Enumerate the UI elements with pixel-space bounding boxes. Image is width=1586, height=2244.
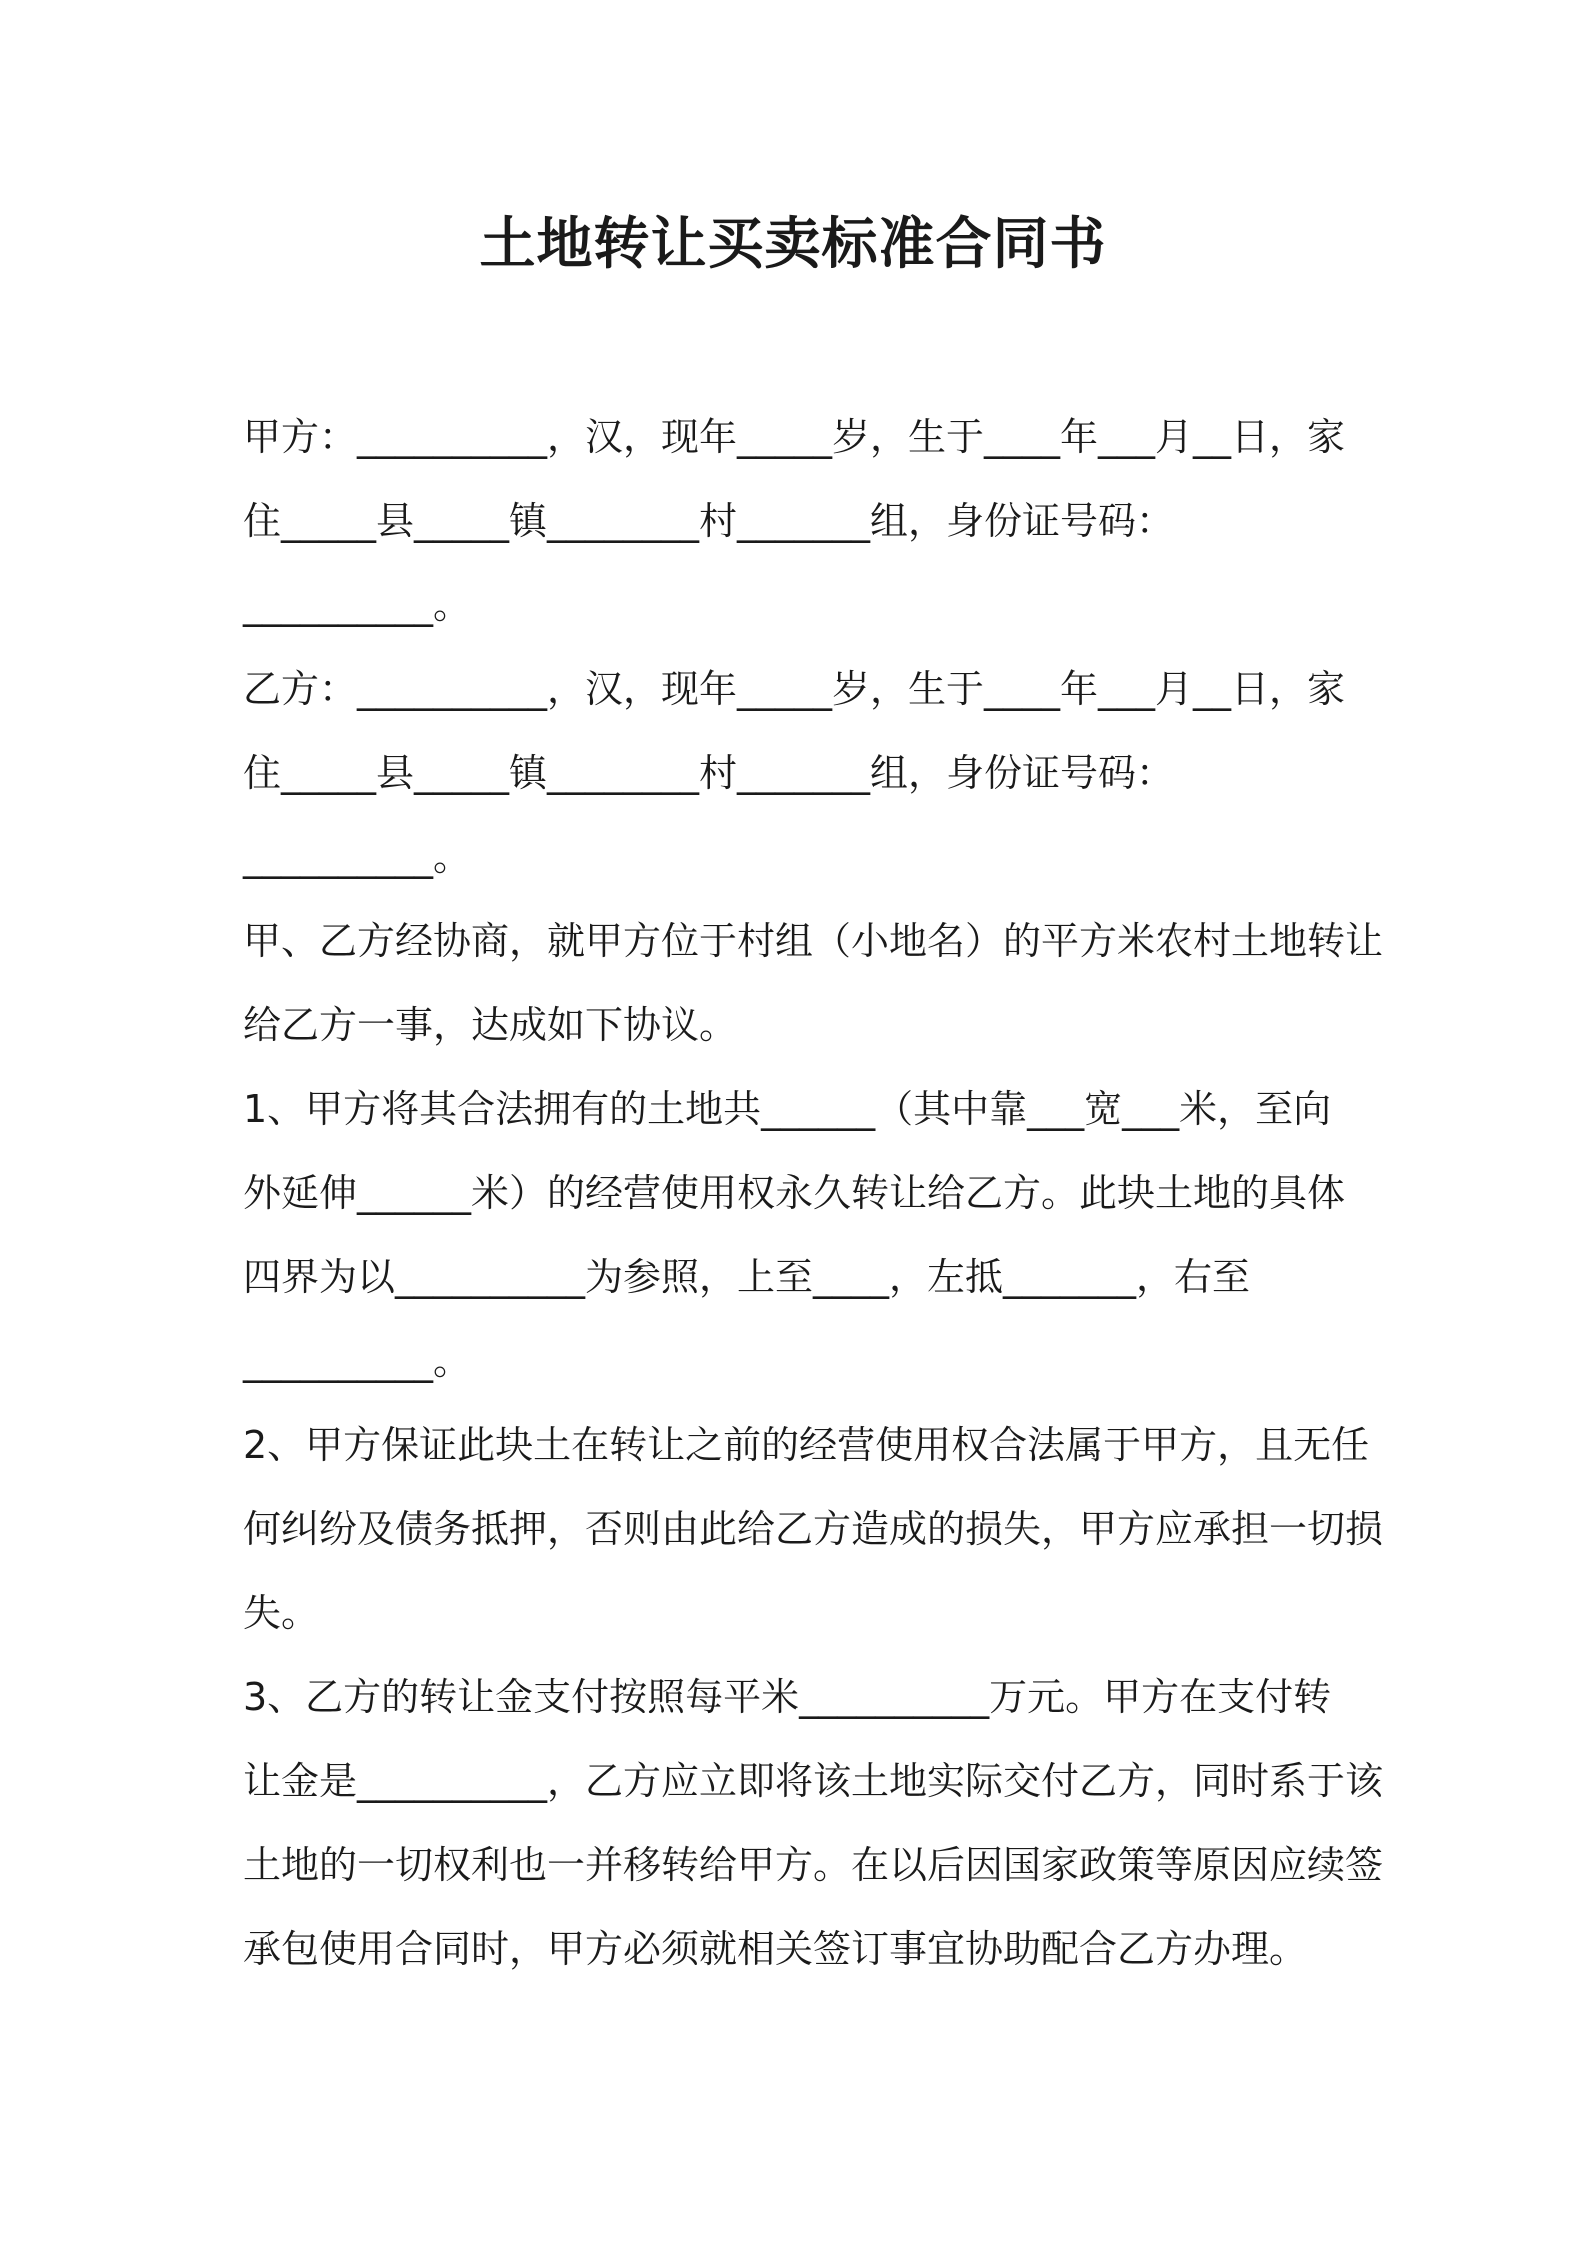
party-a-line-3: __________。 [243,583,472,627]
clause-1-line-2: 外延伸______米）的经营使用权永久转让给乙方。此块土地的具体 [243,1171,1346,1215]
preamble-line-2: 给乙方一事，达成如下协议。 [243,1003,738,1047]
clause-2-line-2: 何纠纷及债务抵押，否则由此给乙方造成的损失，甲方应承担一切损 [243,1507,1384,1551]
party-a-line-1: 甲方：__________，汉，现年_____岁，生于____年___月__日，家 [243,415,1346,459]
party-b-line-2: 住_____县_____镇________村_______组，身份证号码： [243,751,1175,795]
preamble-line-1: 甲、乙方经协商，就甲方位于村组（小地名）的平方米农村土地转让 [243,919,1384,963]
clause-2-line-3: 失。 [243,1591,320,1635]
clause-3-line-1: 3、乙方的转让金支付按照每平米__________万元。甲方在支付转 [243,1675,1332,1719]
party-a-line-2: 住_____县_____镇________村_______组，身份证号码： [243,499,1175,543]
party-b-line-1: 乙方：__________，汉，现年_____岁，生于____年___月__日，家 [243,667,1346,711]
clause-1-line-4: __________。 [243,1339,472,1383]
clause-2-line-1: 2、甲方保证此块土在转让之前的经营使用权合法属于甲方，且无任 [243,1423,1370,1467]
clause-1-line-1: 1、甲方将其合法拥有的土地共______（其中靠___宽___米，至向 [243,1087,1332,1131]
clause-1-line-3: 四界为以__________为参照，上至____，左抵_______，右至 [243,1255,1251,1299]
clause-3-line-2: 让金是__________，乙方应立即将该土地实际交付乙方，同时系于该 [243,1759,1384,1803]
clause-3-line-4: 承包使用合同时，甲方必须就相关签订事宜协助配合乙方办理。 [243,1927,1308,1971]
party-b-line-3: __________。 [243,835,472,879]
clause-3-line-3: 土地的一切权利也一并移转给甲方。在以后因国家政策等原因应续签 [243,1843,1384,1887]
document-title: 土地转让买卖标准合同书 [479,212,1107,277]
